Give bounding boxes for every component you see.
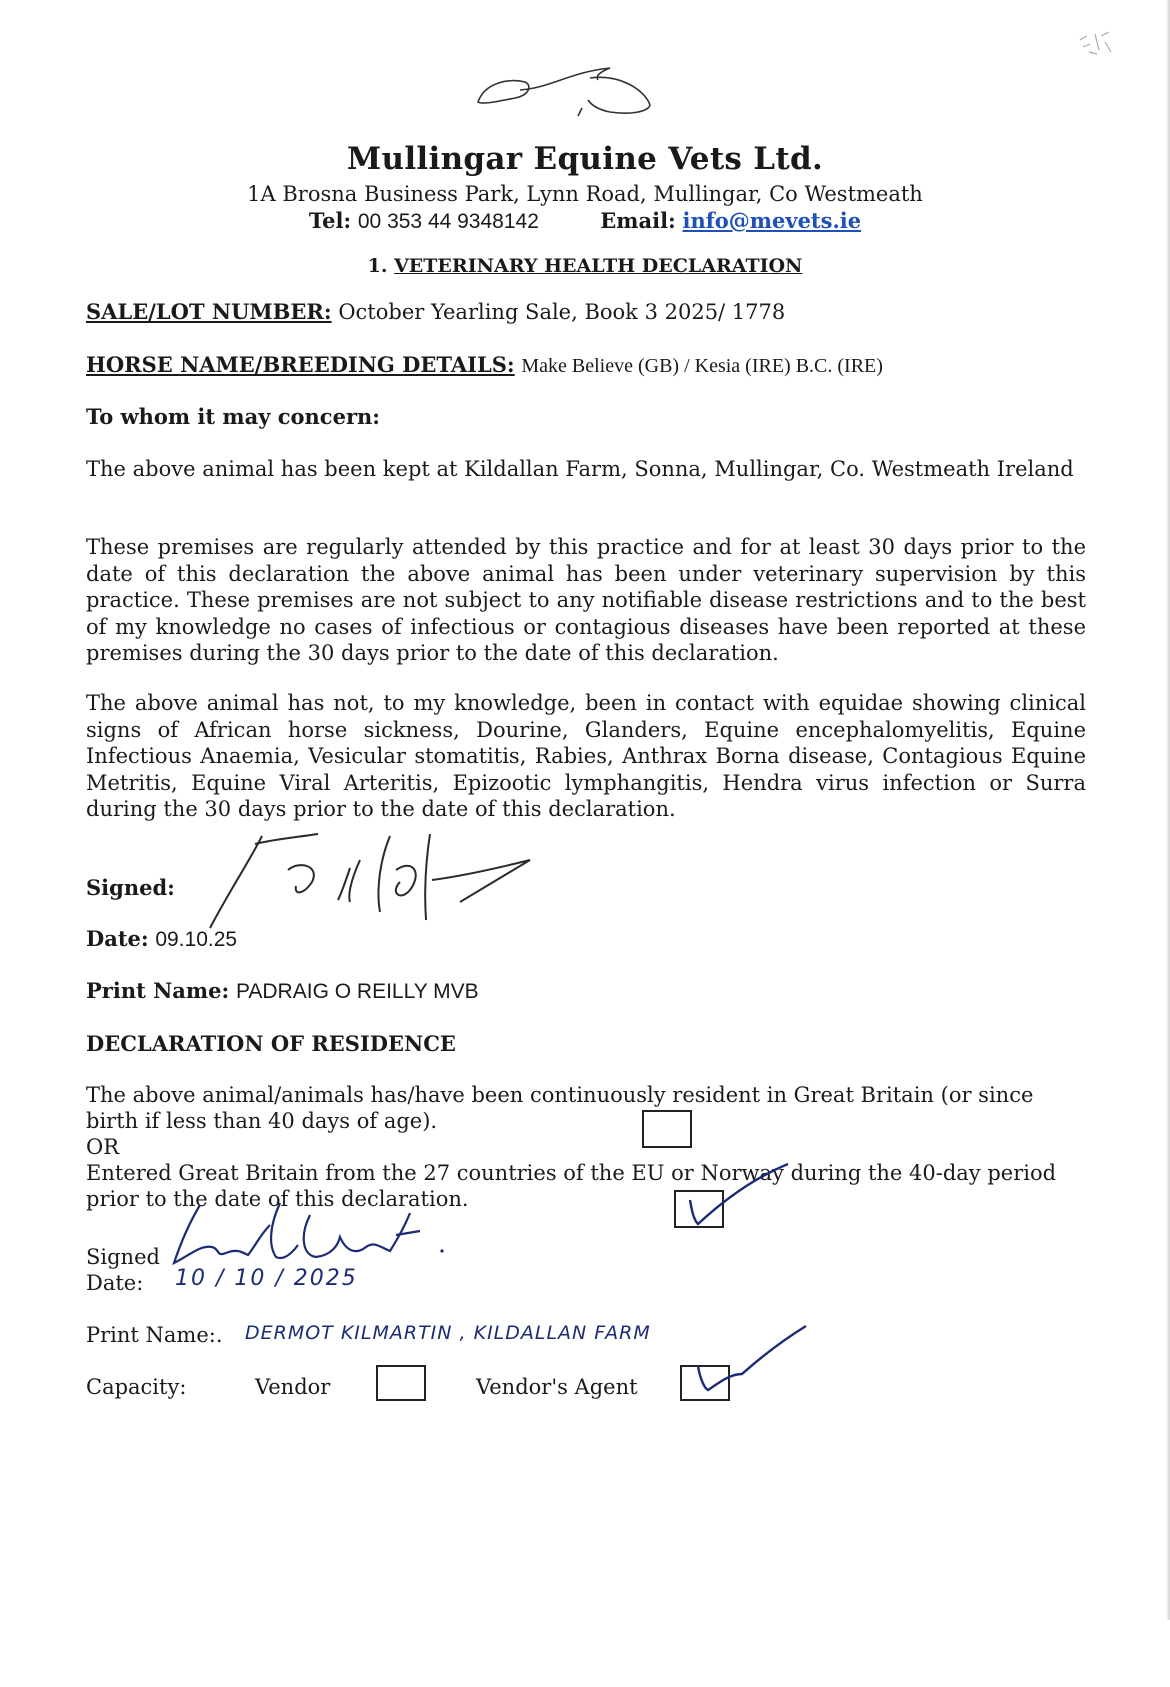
residence-title: DECLARATION OF RESIDENCE [86, 1031, 456, 1056]
vendor-agent-tick-icon [690, 1318, 810, 1398]
email-link[interactable]: info@mevets.ie [682, 208, 862, 233]
scan-artifact [1075, 22, 1145, 72]
company-address: 1A Brosna Business Park, Lynn Road, Mullingar, Co Westmeath [247, 182, 923, 206]
horse-value: Make Believe (GB) / Kesia (IRE) B.C. (IRE) [521, 355, 883, 377]
residence-option1-line1: The above animal/animals has/have been continuously resident in Great Britain (or since [86, 1083, 1034, 1107]
capacity-label: Capacity: [86, 1375, 187, 1399]
sale-lot-value: October Yearling Sale, Book 3 2025/ 1778 [338, 300, 786, 324]
vet-print-name-row [86, 978, 479, 1004]
section-heading: VETERINARY HEALTH DECLARATION [394, 255, 803, 277]
vet-signed-label: Signed: [86, 875, 175, 900]
vendor-print-name-value: DERMOT KILMARTIN , KILDALLAN FARM [245, 1322, 651, 1344]
tel-label: Tel: [308, 208, 352, 233]
vendor-label: Vendor [255, 1375, 331, 1399]
vendor-date-value: 10 / 10 / 2025 [175, 1266, 358, 1291]
vendor-date-label: Date: [86, 1271, 144, 1295]
salutation: To whom it may concern: [86, 404, 381, 429]
horse-row [86, 352, 883, 378]
vendor-checkbox[interactable] [376, 1365, 426, 1401]
company-contact [0, 208, 1170, 234]
email-label: Email: [600, 208, 676, 233]
vet-date-label: Date: [86, 926, 149, 951]
vet-date-value: 09.10.25 [155, 928, 238, 951]
entered-eu-tick-icon [684, 1160, 794, 1230]
vendor-signature [160, 1195, 460, 1275]
vet-print-name-label: Print Name: [86, 978, 230, 1003]
paragraph-premises: The above animal has been kept at Kildallan Farm, Sonna, Mullingar, Co. Westmeath Ireland [86, 457, 1074, 481]
horse-logo-icon [470, 60, 680, 130]
vendor-print-name-row [86, 1323, 223, 1347]
vendor-agent-label: Vendor's Agent [476, 1375, 638, 1399]
tel-value: 00 353 44 9348142 [357, 210, 539, 233]
paragraph-supervision: These premises are regularly attended by this practice and for at least 30 days prior to the date of this declaration the above animal has been under veterinary supervision by this practice. These premises are not subject to any notifiable disease restrictions and to the best of my knowledge no cases of infectious or contagious diseases have been reported at these premises during the 30 days prior to the date of this declaration. [86, 535, 1086, 665]
scan-edge [1166, 0, 1170, 1620]
vet-print-name-value: PADRAIG O REILLY MVB [235, 980, 479, 1003]
vendor-signed-label: Signed [86, 1245, 160, 1269]
resident-checkbox[interactable] [642, 1110, 692, 1148]
vendor-date-row [86, 1271, 143, 1295]
horse-label: HORSE NAME/BREEDING DETAILS: [86, 352, 515, 377]
residence-option1-line2: birth if less than 40 days of age). [86, 1109, 438, 1133]
sale-lot-row [86, 299, 785, 324]
section-title [0, 255, 1170, 277]
sale-lot-label: SALE/LOT NUMBER: [86, 299, 332, 324]
vet-signature [200, 830, 540, 940]
residence-option2-line2: prior to the date of this declaration. [86, 1187, 469, 1211]
paragraph-disease-contact: The above animal has not, to my knowledge, been in contact with equidae showing clinical signs of African horse sickness, Dourine, Glanders, Equine encephalomyelitis, Equine Infectious Anaemia, Vesicular stomatitis, Rabies, Anthrax Borna disease, Contagious Equine Metritis, Equine Viral Arteritis, Epizootic lymphangitis, Hendra virus infection or Surra during the 30 days prior to the date of this declaration. [86, 691, 1086, 821]
residence-option2-line1: Entered Great Britain from the 27 countries of the EU or Norway during the 40-day period [86, 1161, 1057, 1185]
vendor-print-name-label: Print Name:. [86, 1323, 223, 1347]
section-number: 1. [367, 255, 388, 277]
company-name: Mullingar Equine Vets Ltd. [346, 141, 824, 177]
vet-date-row [86, 926, 237, 952]
or-label: OR [86, 1135, 120, 1159]
